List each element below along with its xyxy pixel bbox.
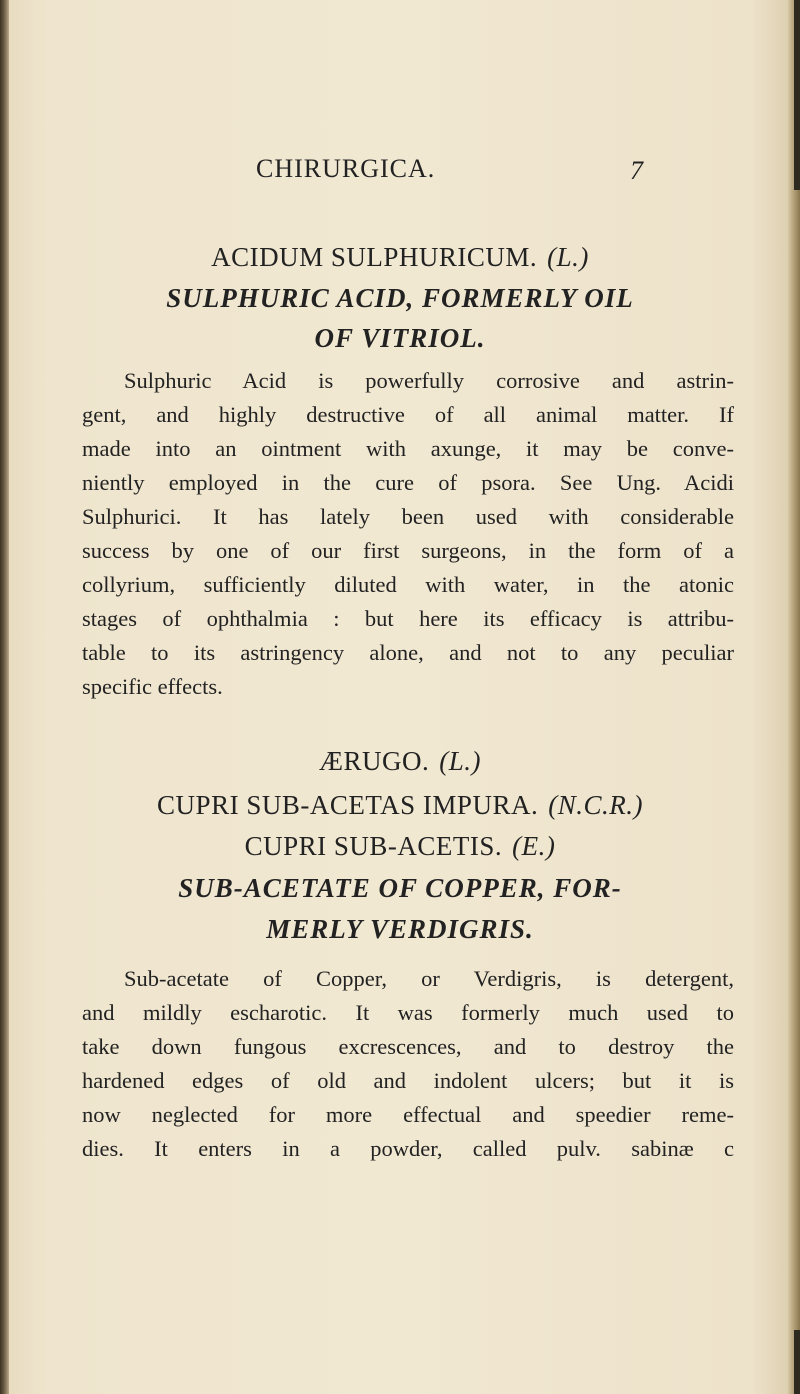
paragraph-line: specific effects. bbox=[82, 674, 223, 699]
page-fore-edge bbox=[788, 0, 800, 1394]
heading-text: ACIDUM SULPHURICUM. bbox=[211, 242, 538, 272]
paragraph-line: Sub-acetate of Copper, or Verdigris, is detergent, bbox=[124, 966, 734, 991]
paragraph-line: niently employed in the cure of psora. See Ung. Acidi bbox=[82, 470, 734, 495]
paragraph-line: Sulphurici. It has lately been used with considerable bbox=[82, 504, 734, 529]
page-binding-shadow bbox=[0, 0, 9, 1394]
paragraph-line: success by one of our first surgeons, in the form of a bbox=[82, 538, 734, 563]
paragraph-line: collyrium, sufficiently diluted with water, in the atonic bbox=[82, 572, 734, 597]
page-number: 7 bbox=[630, 156, 643, 185]
section-heading-aerugo bbox=[0, 746, 800, 777]
heading-suffix: (L.) bbox=[439, 746, 481, 776]
paragraph-line: hardened edges of old and indolent ulcers; but it is bbox=[82, 1068, 734, 1093]
section-heading-cupri-sub-acetas bbox=[0, 790, 800, 821]
heading-text: ÆRUGO. bbox=[318, 746, 430, 776]
paragraph-line: dies. It enters in a powder, called pulv. sabinæ c bbox=[82, 1136, 734, 1161]
paragraph-line: take down fungous excrescences, and to destroy the bbox=[82, 1034, 734, 1059]
paragraph-line: table to its astringency alone, and not to any peculiar bbox=[82, 640, 734, 665]
section-heading-cupri-sub-acetis bbox=[0, 831, 800, 862]
heading-text: CUPRI SUB-ACETAS IMPURA. bbox=[157, 790, 539, 820]
paragraph-line: stages of ophthalmia : but here its efficacy is attribu- bbox=[82, 606, 734, 631]
heading-text: CUPRI SUB-ACETIS. bbox=[244, 831, 503, 861]
paragraph-line: made into an ointment with axunge, it may be conve- bbox=[82, 436, 734, 461]
paragraph-line: Sulphuric Acid is powerfully corrosive and astrin- bbox=[124, 368, 734, 393]
running-head bbox=[0, 154, 800, 190]
fore-edge-mark-bottom bbox=[794, 1330, 800, 1394]
section-subheading-line-2: MERLY VERDIGRIS. bbox=[266, 914, 534, 944]
section-heading-acidum-sulphuricum bbox=[0, 242, 800, 273]
paragraph-line: and mildly escharotic. It was formerly much used to bbox=[82, 1000, 734, 1025]
running-title: CHIRURGICA. bbox=[256, 154, 436, 183]
section-subheading-line-2: OF VITRIOL. bbox=[314, 323, 486, 353]
paragraph-line: now neglected for more effectual and speedier reme- bbox=[82, 1102, 734, 1127]
heading-suffix: (L.) bbox=[547, 242, 589, 272]
heading-suffix: (N.C.R.) bbox=[548, 790, 643, 820]
heading-suffix: (E.) bbox=[512, 831, 556, 861]
section-subheading-line-1: SUB-ACETATE OF COPPER, FOR- bbox=[178, 873, 622, 903]
paragraph-line: gent, and highly destructive of all animal matter. If bbox=[82, 402, 734, 427]
section-subheading-line-1: SULPHURIC ACID, FORMERLY OIL bbox=[166, 283, 634, 313]
